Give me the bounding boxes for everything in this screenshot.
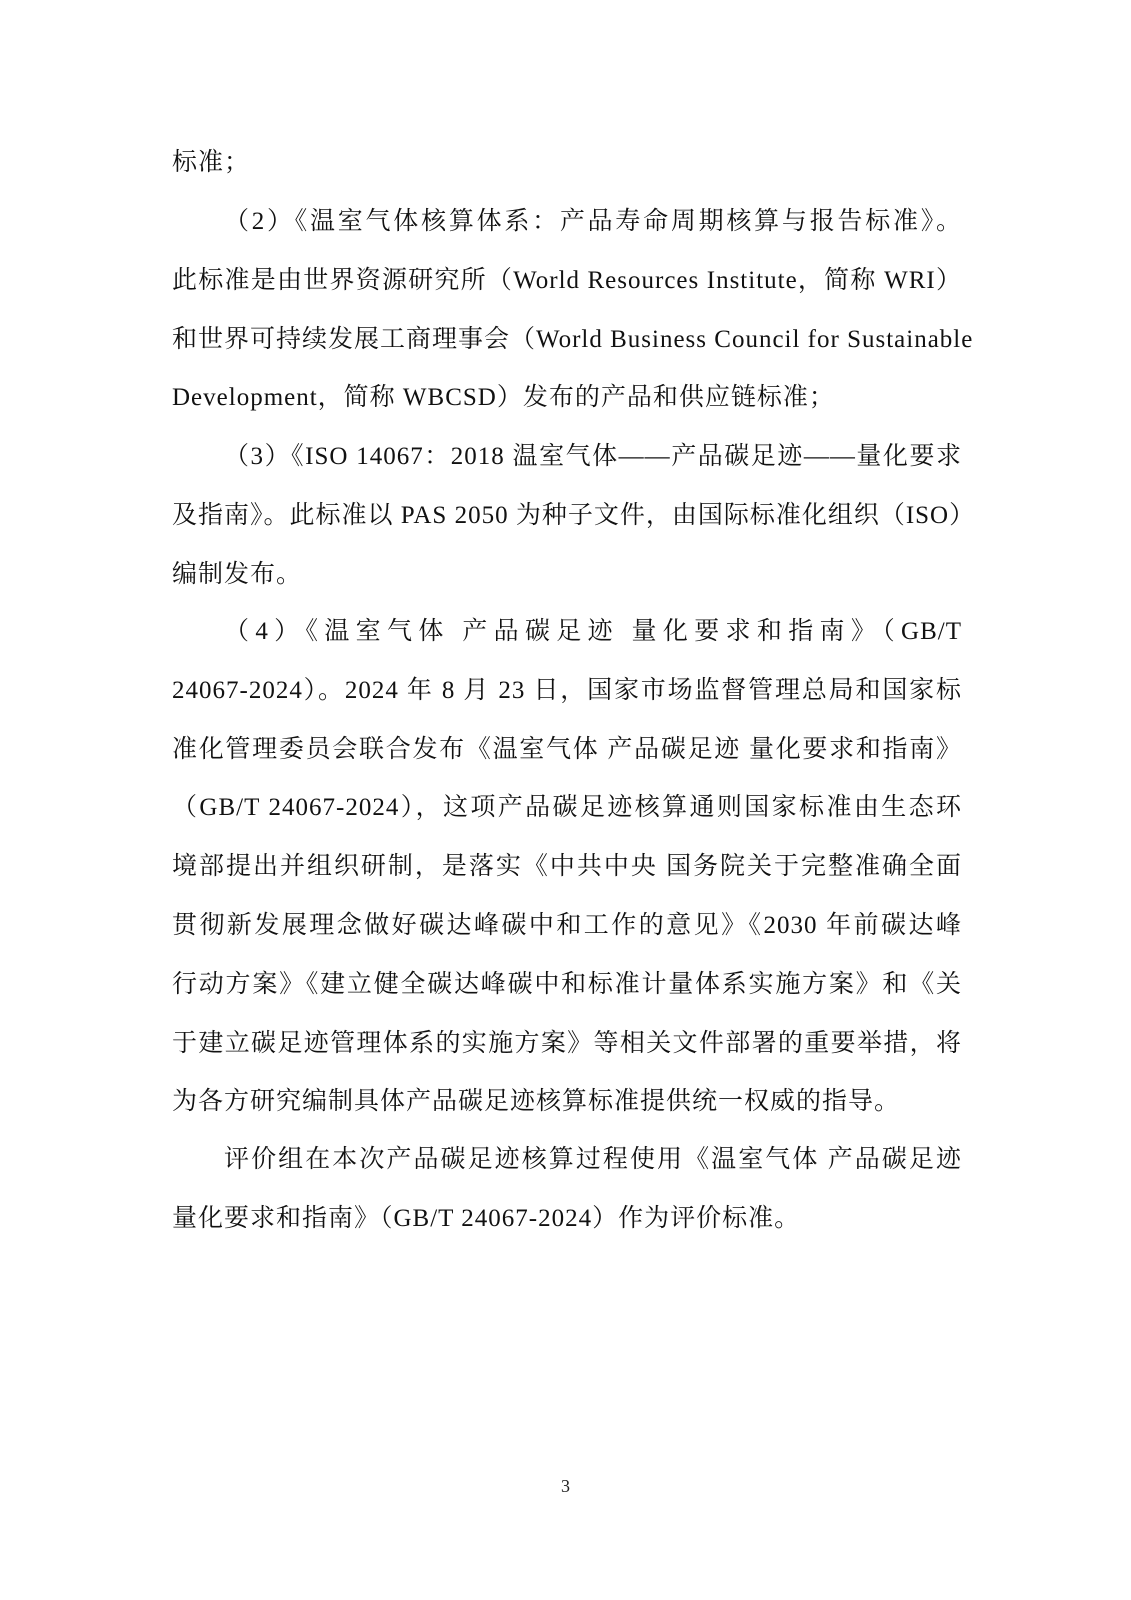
text-line: （2）《温室气体核算体系：产品寿命周期核算与报告标准》。 <box>224 208 962 235</box>
text-line: 和世界可持续发展工商理事会（World Business Council for Sustainable <box>172 325 974 353</box>
text-line: 编制发布。 <box>172 560 303 588</box>
text-line: 准化管理委员会联合发布《温室气体 产品碳足迹 量化要求和指南》 <box>172 735 962 763</box>
text-line: 于建立碳足迹管理体系的实施方案》等相关文件部署的重要举措，将 <box>172 1029 962 1057</box>
paragraph-continuation <box>172 134 962 193</box>
text-line: （3）《ISO 14067：2018 温室气体——产品碳足迹——量化要求 <box>224 443 962 470</box>
text-line: 评价组在本次产品碳足迹核算过程使用《温室气体 产品碳足迹 <box>224 1146 962 1173</box>
text-line: （GB/T 24067-2024），这项产品碳足迹核算通则国家标准由生态环 <box>172 794 962 822</box>
paragraph-standard-4 <box>172 603 962 1132</box>
text-line: Development，简称 WBCSD）发布的产品和供应链标准； <box>172 384 835 412</box>
text-line: 量化要求和指南》（GB/T 24067-2024）作为评价标准。 <box>172 1204 801 1232</box>
text-line: （4）《温室气体 产品碳足迹 量化要求和指南》（GB/T <box>224 618 962 645</box>
text-line: 24067-2024）。2024 年 8 月 23 日，国家市场监督管理总局和国家标 <box>172 676 962 704</box>
text-line: 行动方案》《建立健全碳达峰碳中和标准计量体系实施方案》和《关 <box>172 970 962 998</box>
text-line: 标准； <box>172 149 251 176</box>
page-number: 3 <box>561 1476 570 1496</box>
paragraph-standard-2 <box>172 193 974 428</box>
text-line: 此标准是由世界资源研究所（World Resources Institute，简称 WRI） <box>172 266 962 294</box>
text-line: 及指南》。此标准以 PAS 2050 为种子文件，由国际标准化组织（ISO） <box>172 501 976 529</box>
paragraph-standard-3 <box>172 428 976 604</box>
paragraph-evaluation <box>172 1131 962 1249</box>
text-line: 贯彻新发展理念做好碳达峰碳中和工作的意见》《2030 年前碳达峰 <box>172 911 962 939</box>
text-line: 境部提出并组织研制，是落实《中共中央 国务院关于完整准确全面 <box>172 853 962 881</box>
text-line: 为各方研究编制具体产品碳足迹核算标准提供统一权威的指导。 <box>172 1088 901 1116</box>
